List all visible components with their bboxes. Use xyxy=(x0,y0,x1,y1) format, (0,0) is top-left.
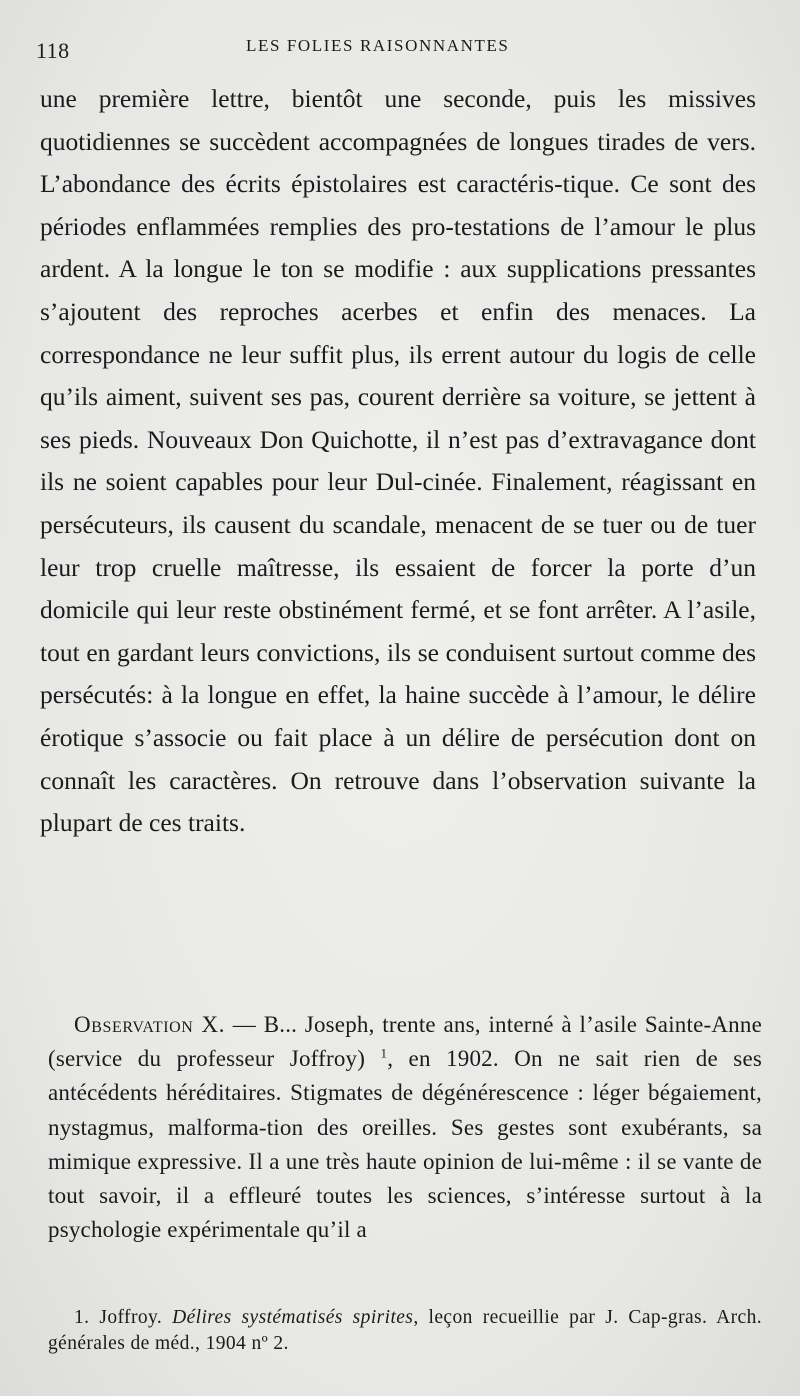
page-number: 118 xyxy=(36,38,70,63)
observation-paragraph xyxy=(48,1008,762,1247)
footnote-title: Délires systématisés spirites xyxy=(172,1307,414,1328)
main-text xyxy=(40,78,756,845)
footnote-number: 1. xyxy=(74,1307,90,1328)
page-header xyxy=(36,30,756,70)
footnote-paragraph xyxy=(48,1305,762,1357)
footnote-reference: 1 xyxy=(380,1045,388,1061)
footnote-rest: , leçon recueillie par J. Cap-gras. Arch. générales de méd., 1904 nº 2. xyxy=(48,1307,763,1354)
observation-label: Observation X. xyxy=(74,1012,226,1037)
observation-section xyxy=(48,1008,762,1247)
footnote xyxy=(48,1305,762,1357)
observation-text-start: — B... Joseph, trente ans, interné à l’asile Sainte-Anne (service du professeur Joffroy) xyxy=(48,1012,762,1072)
body-paragraph: une première lettre, bientôt une seconde, puis les missives quotidiennes se succèdent accompagnées de longues tirades de vers. L’abondance des écrits épistolaires est caractéris-tique. Ce sont des périodes enflammées remplies des pro-testations de l’amour le plus ardent. A la longue le ton se modifie : aux supplications pressantes s’ajoutent des reproches acerbes et enfin des menaces. La correspondance ne leur suffit plus, ils errent autour du logis de celle qu’ils aiment, suivent ses pas, courent derrière sa voiture, se jettent à ses pieds. Nouveaux Don Quichotte, il n’est pas d’extravagance dont ils ne soient capables pour leur Dul-cinée. Finalement, réagissant en persécuteurs, ils causent du scandale, menacent de se tuer ou de tuer leur trop cruelle maîtresse, ils essaient de forcer la porte d’un domicile qui leur reste obstinément fermé, et se font arrêter. A l’asile, tout en gardant leurs convictions, ils se conduisent surtout comme des persécutés: à la longue en effet, la haine succède à l’amour, le délire érotique s’associe ou fait place à un délire de persécution dont on connaît les caractères. On retrouve dans l’observation suivante la plupart de ces traits. xyxy=(40,84,756,838)
running-title: LES FOLIES RAISONNANTES xyxy=(246,36,510,55)
observation-text-end: , en 1902. On ne sait rien de ses antécédents héréditaires. Stigmates de dégénérescence : léger bégaiement, nystagmus, malforma-tion des oreilles. Ses gestes sont exubérants, sa mimique expressive. Il a une très haute opinion de lui-même : il se vante de tout savoir, il a effleuré toutes les sciences, s’intéresse surtout à la psychologie expérimentale qu’il a xyxy=(48,1046,763,1243)
footnote-author: Joffroy. xyxy=(89,1307,173,1328)
